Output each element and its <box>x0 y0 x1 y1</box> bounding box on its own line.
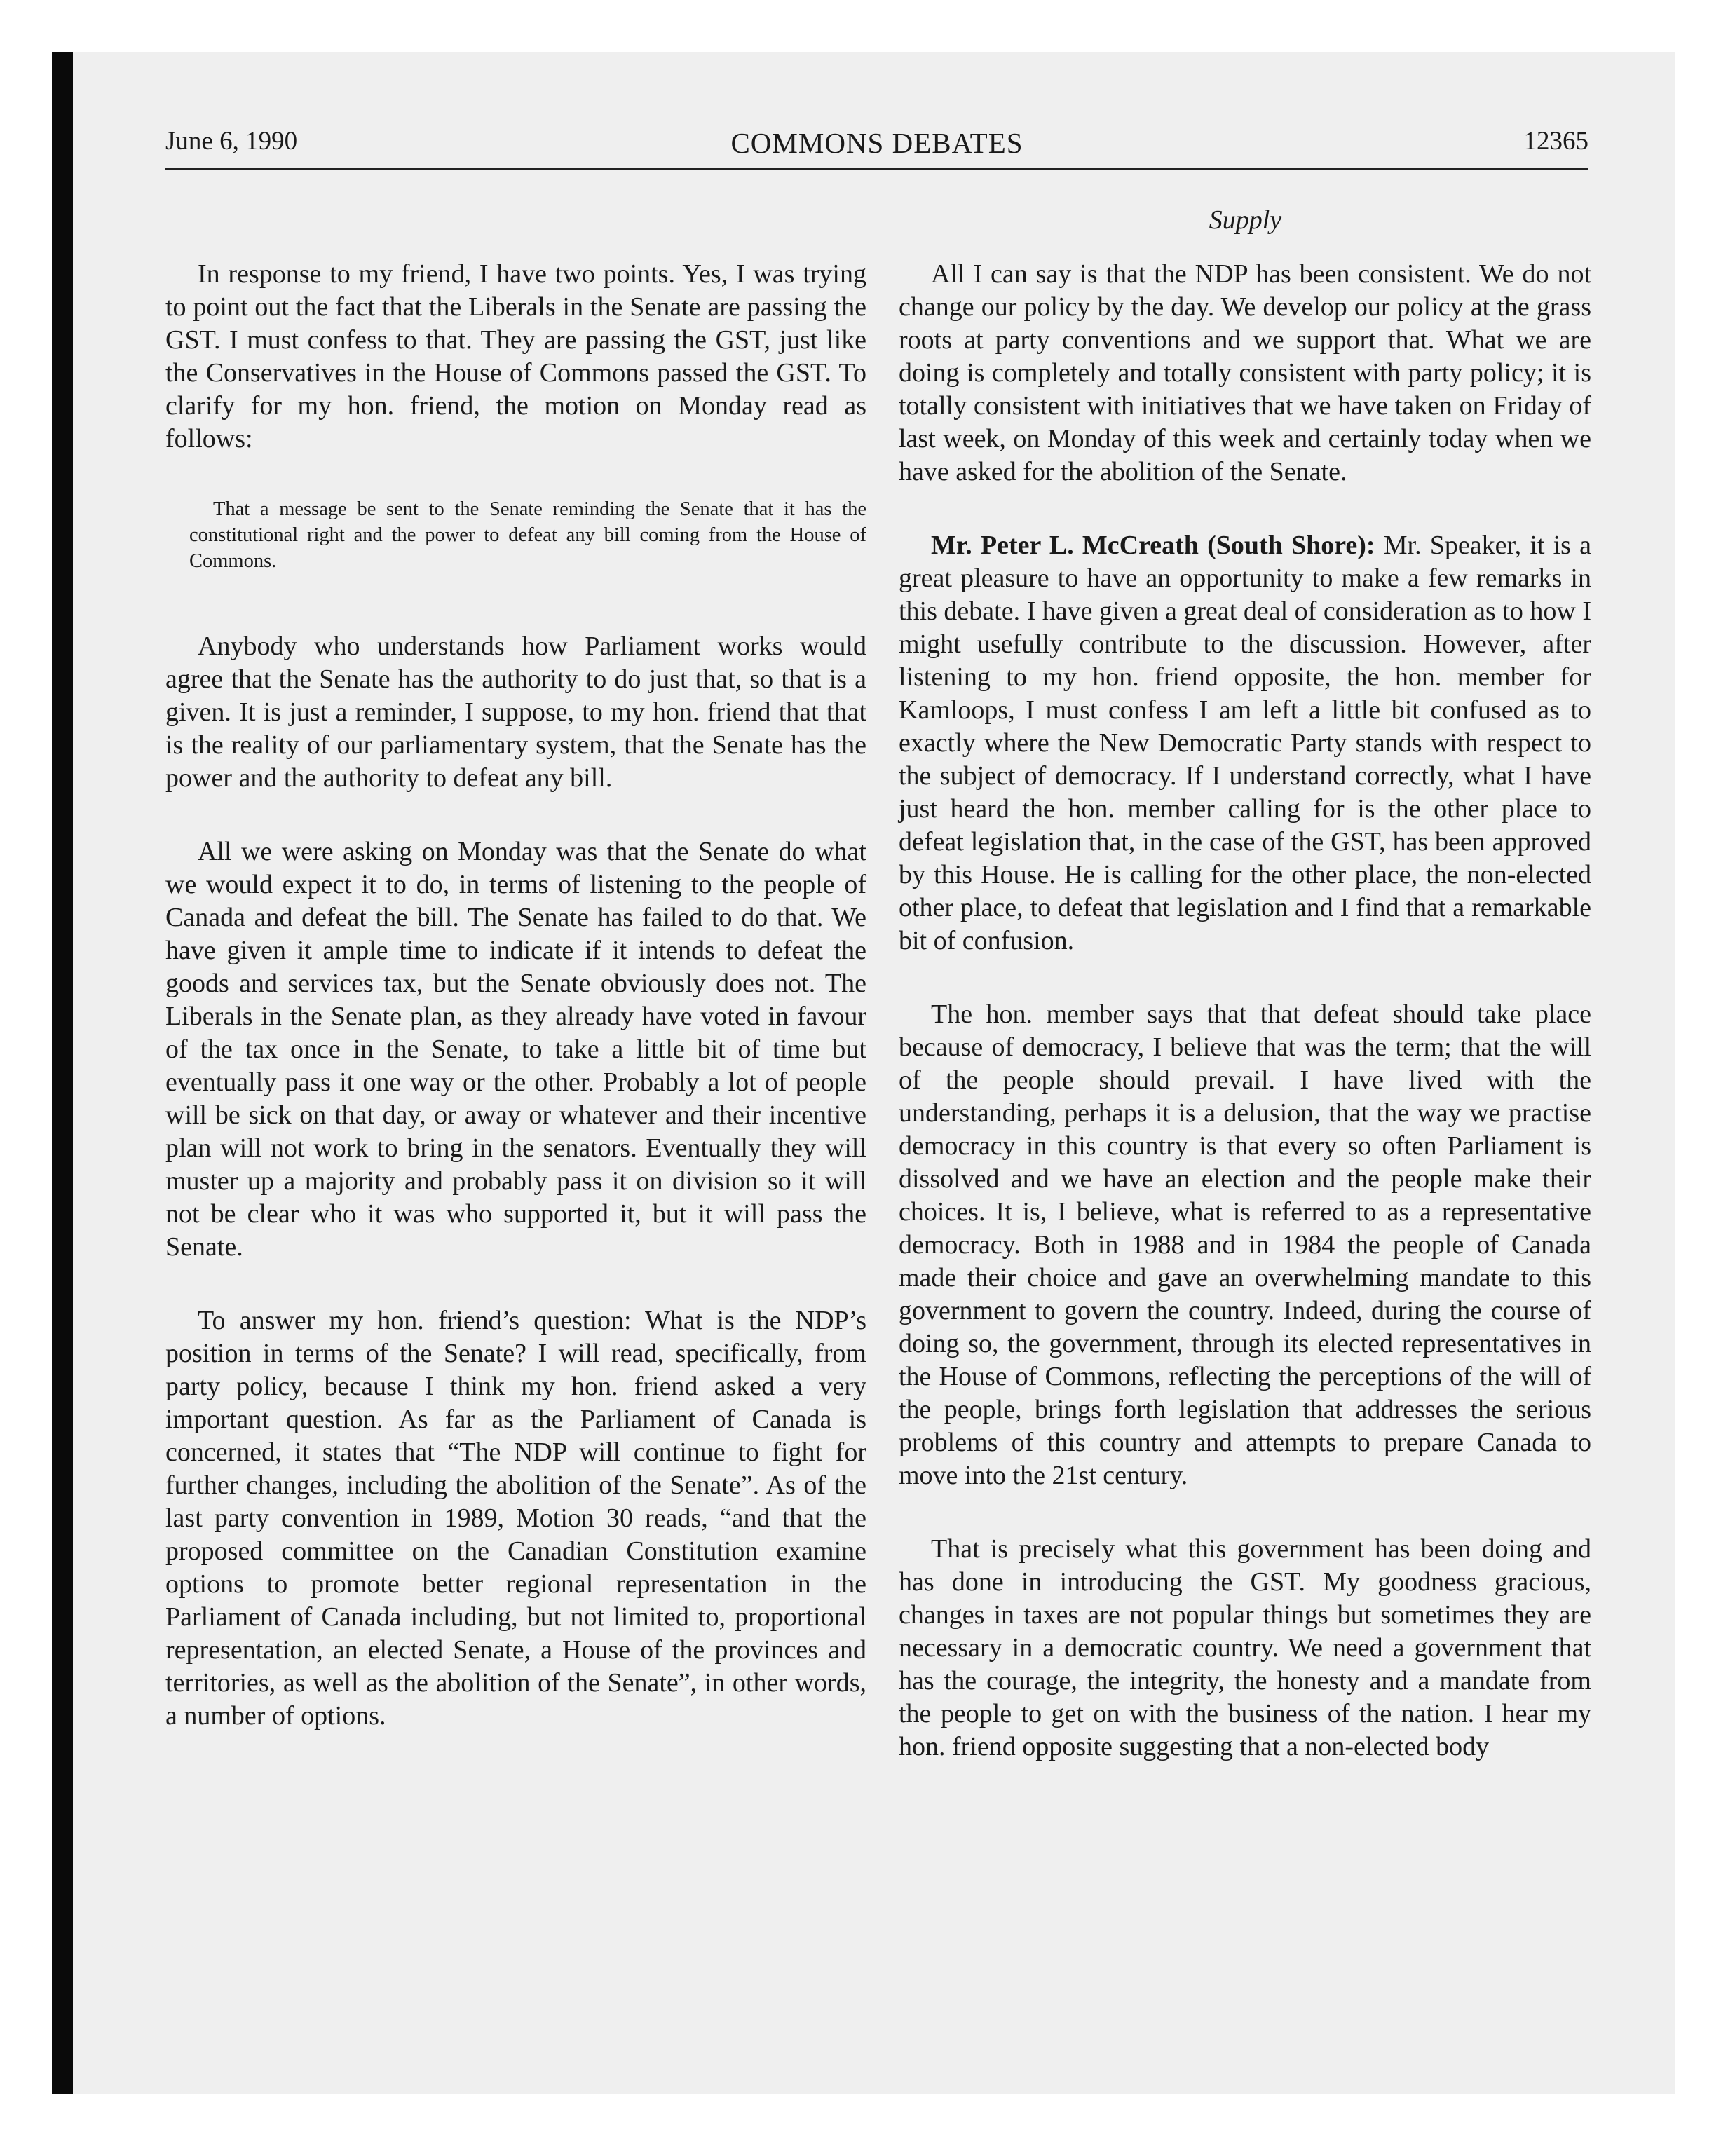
section-label: Supply <box>1209 205 1282 235</box>
right-paragraph-2: Mr. Speaker, it is a great pleasure to have an opportunity to make a few remarks in this debate. I have given a great deal of consideration as to how I might usefully contribute to the discussion. However, after listening to my hon. friend opposite, the hon. member for Kamloops, I must confess I am left a little bit confused as to exactly where the New Democratic Party stands with respect to the subject of democracy. If I understand correctly, what I have just heard the hon. member calling for is the other place to defeat legislation that, in the case of the GST, has been approved by this House. He is calling for the other place, the non-elected other place, to defeat that legislation and I find that a remarkable bit of confusion. <box>899 531 1591 955</box>
right-paragraph-4: That is precisely what this government has been doing and has done in introducing the GST. My goodness gracious, changes in taxes are not popular things but sometimes they are necessary in a democratic country. We need a government that has the courage, the integrity, the honesty and a mandate from the people to get on with the business of the nation. I hear my hon. friend opposite suggesting that a non-elected body <box>899 1534 1591 1761</box>
left-paragraph-2: Anybody who understands how Parliament works would agree that the Senate has the authority to do just that, so that is a given. It is just a reminder, I suppose, to my hon. friend that that is the reality of our parliamentary system, that the Senate has the power and the authority to defeat any bill. <box>165 632 866 793</box>
left-paragraph-3: All we were asking on Monday was that the Senate do what we would expect it to do, in terms of listening to the people of Canada and defeat the bill. The Senate has failed to do that. We have given it ample time to indicate if it intends to defeat the goods and services tax, but the Senate obviously does not. The Liberals in the Senate plan, as they already have voted in favour of the tax once in the Senate, to take a little bit of time but eventually pass it one way or the other. Probably a lot of people will be sick on that day, or away or whatever and their incentive plan will not work to bring in the senators. Eventually they will muster up a majority and probably pass it on division so it will not be clear who it was who supported it, but it will pass the Senate. <box>165 837 866 1262</box>
running-head <box>165 126 1588 168</box>
left-paragraph-1: In response to my friend, I have two points. Yes, I was trying to point out the fact that the Liberals in the Senate are passing the GST. I must confess to that. They are passing the GST, just like the Conservatives in the House of Commons passed the GST. To clarify for my hon. friend, the motion on Monday read as follows: <box>165 259 866 453</box>
header-title: COMMONS DEBATES <box>730 127 1023 159</box>
right-column <box>899 258 1591 1804</box>
header-page-number: 12365 <box>1523 127 1588 156</box>
speech-paragraph <box>899 529 1591 957</box>
header-rule <box>165 168 1588 170</box>
motion-quote: That a message be sent to the Senate reminding the Senate that it has the constitutional right and the power to defeat any bill coming from the House of Commons. <box>189 498 866 572</box>
left-column <box>165 258 866 1773</box>
right-paragraph-3: The hon. member says that that defeat should take place because of democracy, I believe that was the term; that the will of the people should prevail. I have lived with the understanding, perhaps it is a delusion, that the way we practise democracy in this country is that every so often Parliament is dissolved and we have an election and the people make their choices. It is, I believe, what is referred to as a representative democracy. Both in 1988 and in 1984 the people of Canada made their choice and gave an overwhelming mandate to this government to govern the country. Indeed, during the course of doing so, the government, through its elected representatives in the House of Commons, reflecting the perceptions of the will of the people, brings forth legislation that addresses the serious problems of this country and attempts to prepare Canada to move into the 21st century. <box>899 999 1591 1490</box>
header-date: June 6, 1990 <box>165 127 298 156</box>
right-paragraph-1: All I can say is that the NDP has been consistent. We do not change our policy by the day. We develop our policy at the grass roots at party conventions and we support that. What we are doing is completely and totally consistent with party policy; it is totally consistent with initiatives that we have taken on Friday of last week, on Monday of this week and certainly today when we have asked for the abolition of the Senate. <box>899 259 1591 486</box>
left-paragraph-4: To answer my hon. friend’s question: What is the NDP’s position in terms of the Senate? I will read, specifically, from party policy, because I think my hon. friend asked a very important question. As far as the Parliament of Canada is concerned, it states that “The NDP will continue to fight for further changes, including the abolition of the Senate”. As of the last party convention in 1989, Motion 30 reads, “and that the proposed committee on the Canadian Constitution examine options to promote better regional representation in the Parliament of Canada including, but not limited to, proportional representation, an elected Senate, a House of the provinces and territories, as well as the abolition of the Senate”, in other words, a number of options. <box>165 1306 866 1731</box>
speaker-name: Mr. Peter L. McCreath (South Shore): <box>931 531 1375 560</box>
binding-edge <box>52 52 73 2094</box>
